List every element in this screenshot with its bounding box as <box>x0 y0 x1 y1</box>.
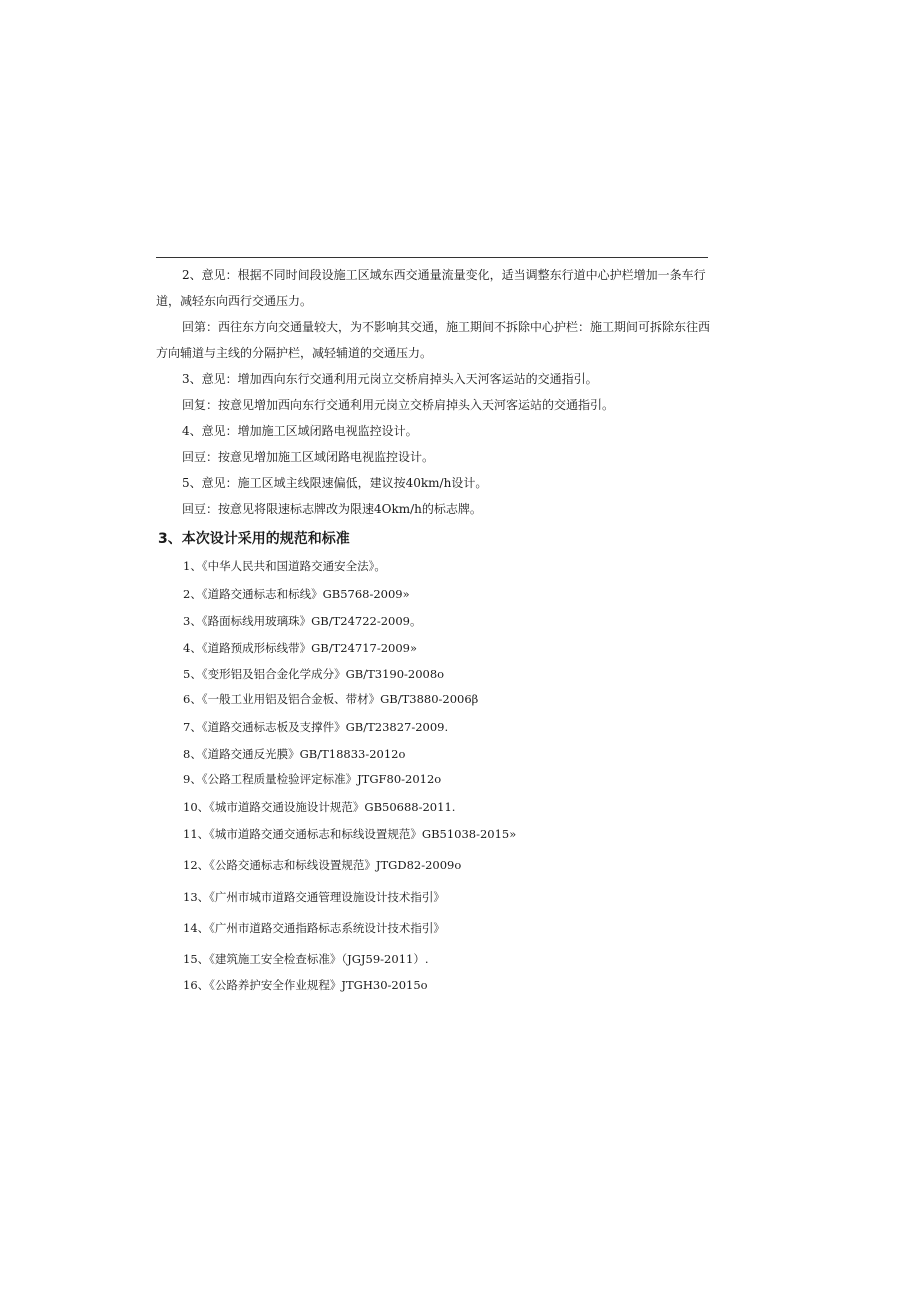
reference-item: 9、《公路工程质量检验评定标准》JTGF80-2012o <box>183 772 442 786</box>
paragraph-text: 回豆：按意见将限速标志牌改为限速4Okm∕h的标志牌。 <box>182 502 482 516</box>
paragraph-2 <box>156 262 716 314</box>
reference-item: 15、《建筑施工安全检查标准》（JGJ59-2011）. <box>183 952 429 966</box>
reference-item: 2、《道路交通标志和标线》GB5768-2009» <box>183 587 410 601</box>
reference-item: 6、《一般工业用铝及铝合金板、带材》GB/T3880-2006β <box>183 692 479 706</box>
paragraph-text: 5、意见：施工区域主线限速偏低，建议按40km∕h设计。 <box>182 476 488 490</box>
reference-item: 12、《公路交通标志和标线设置规范》JTGD82-2009o <box>183 858 462 872</box>
paragraph-4 <box>156 418 716 444</box>
paragraph-3 <box>156 366 716 392</box>
header-rule <box>156 257 708 258</box>
reference-item: 7、《道路交通标志板及支撑件》GB/T23827-2009. <box>183 720 449 734</box>
reference-item: 5、《变形铝及铝合金化学成分》GB∕T3190-2008o <box>183 667 445 681</box>
paragraph-reply-4 <box>156 444 716 470</box>
reference-item: 11、《城市道路交通交通标志和标线设置规范》GB51038-2015» <box>183 827 517 841</box>
paragraph-reply-2 <box>156 314 716 366</box>
reference-item: 10、《城市道路交通设施设计规范》GB50688-2011. <box>183 800 456 814</box>
paragraph-text: 3、意见：增加西向东行交通利用元岗立交桥肩掉头入天河客运站的交通指引。 <box>182 372 598 386</box>
reference-item: 4、《道路预成形标线带》GB/T24717-2009» <box>183 641 418 655</box>
reference-item: 14、《广州市道路交通指路标志系统设计技术指引》 <box>183 921 445 935</box>
paragraph-text: 回第：西往东方向交通量较大，为不影响其交通，施工期间不拆除中心护栏：施工期间可拆除东往西方向辅道与主线的分隔护栏，减轻辅道的交通压力。 <box>156 320 711 360</box>
section-heading: 3、本次设计采用的规范和标准 <box>158 531 350 547</box>
paragraph-text: 回豆：按意见增加施工区域闭路电视监控设计。 <box>182 450 435 464</box>
paragraph-text: 回复：按意见增加西向东行交通利用元岗立交桥肩掉头入天河客运站的交通指引。 <box>182 398 615 412</box>
reference-item: 8、《道路交通反光膜》GB/T18833-2012o <box>183 747 406 761</box>
paragraph-reply-3 <box>156 392 716 418</box>
reference-item: 13、《广州市城市道路交通管理设施设计技术指引》 <box>183 890 445 904</box>
paragraph-reply-5 <box>156 496 716 522</box>
reference-item: 1、《中华人民共和国道路交通安全法》。 <box>183 559 386 573</box>
reference-item: 16、《公路养护安全作业规程》JTGH30-2015o <box>183 978 428 992</box>
paragraph-text: 2、意见：根据不同时间段设施工区域东西交通量流量变化，适当调整东行道中心护栏增加一条车行道，减轻东向西行交通压力。 <box>156 268 706 308</box>
reference-item: 3、《路面标线用玻璃珠》GB/T24722-2009。 <box>183 614 422 628</box>
paragraph-text: 4、意见：增加施工区域闭路电视监控设计。 <box>182 424 418 438</box>
paragraph-5 <box>156 470 716 496</box>
